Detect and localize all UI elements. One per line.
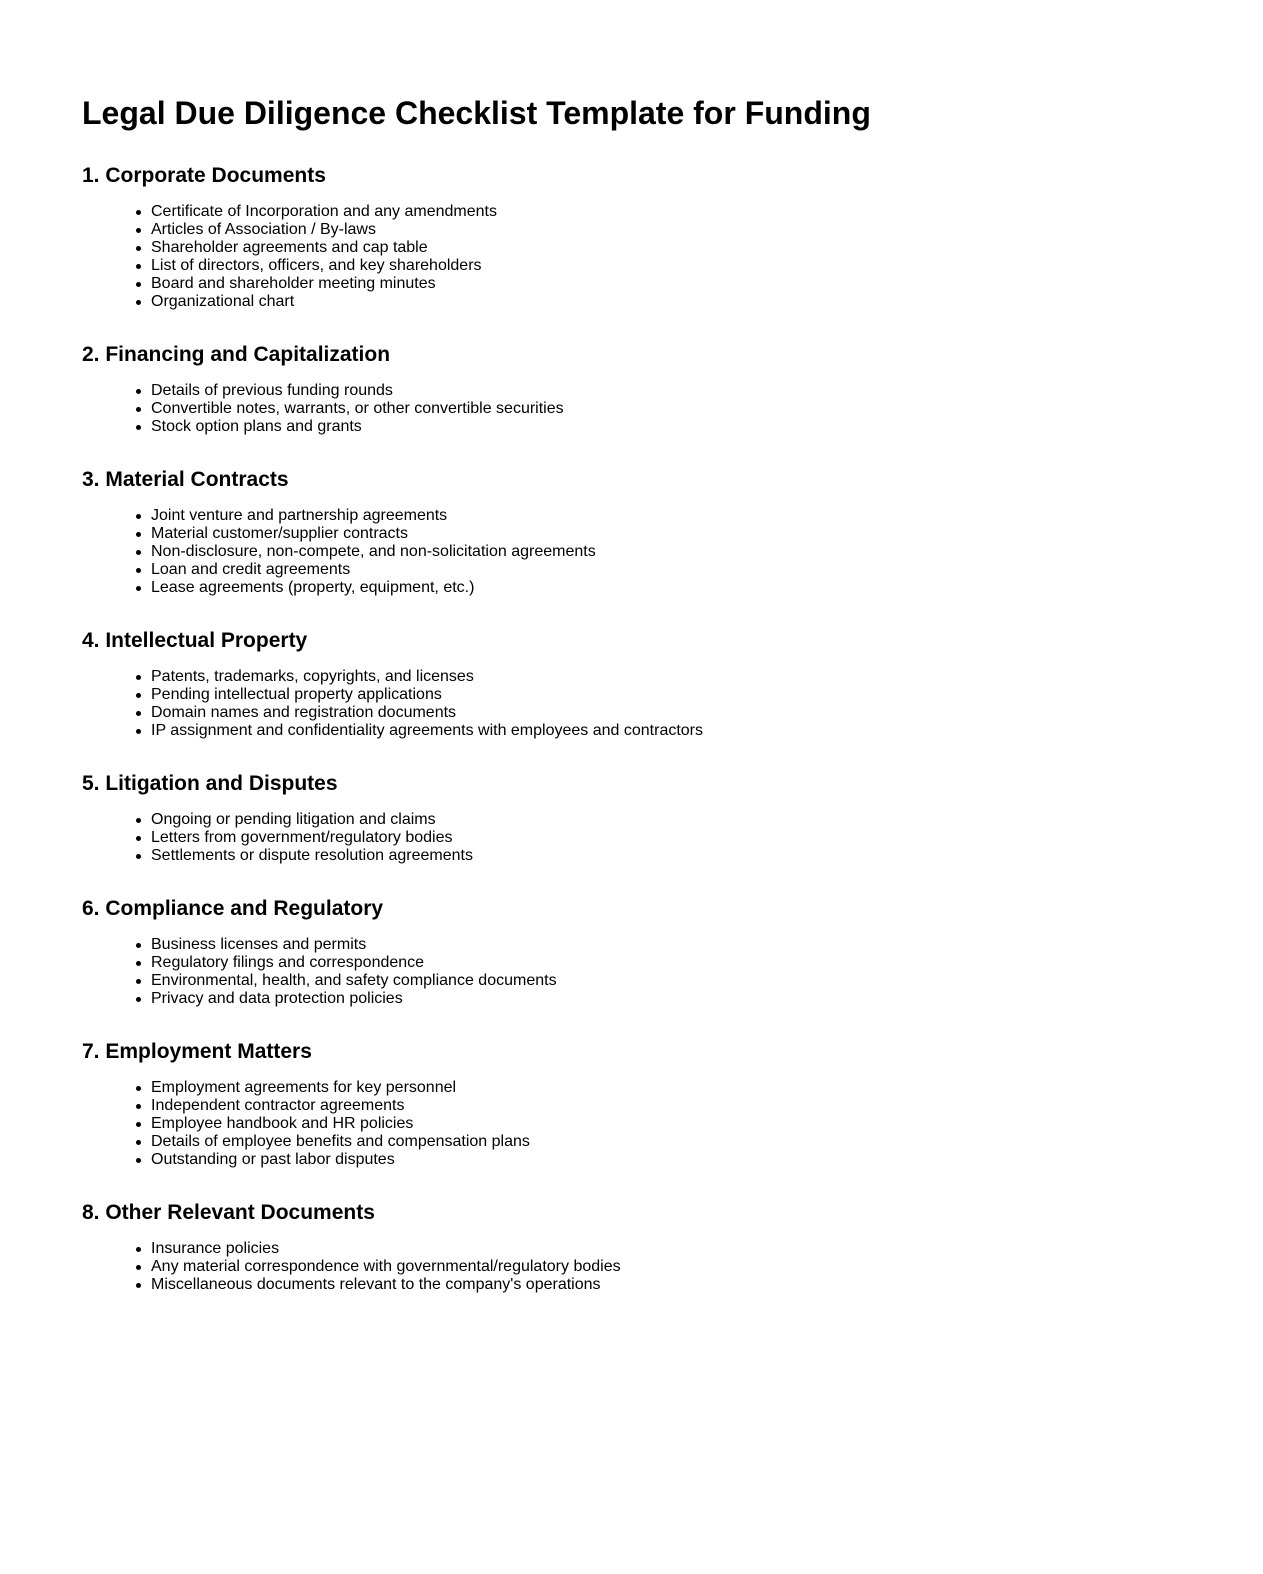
bullet-icon xyxy=(136,282,141,287)
list-item xyxy=(151,1258,1263,1276)
section-heading: 3. Material Contracts xyxy=(82,468,289,491)
list-item xyxy=(151,382,1263,400)
list-item-text: Loan and credit agreements xyxy=(151,561,351,578)
checklist-list xyxy=(82,203,1263,311)
list-item xyxy=(151,400,1263,418)
bullet-icon xyxy=(136,693,141,698)
list-item-text: Pending intellectual property applications xyxy=(151,686,442,703)
list-item-text: Privacy and data protection policies xyxy=(151,990,403,1007)
list-item-text: Articles of Association / By-laws xyxy=(151,221,376,238)
list-item xyxy=(151,722,1263,740)
section-heading: 4. Intellectual Property xyxy=(82,629,308,652)
section-heading: 5. Litigation and Disputes xyxy=(82,772,338,795)
list-item-text: Shareholder agreements and cap table xyxy=(151,239,428,256)
page-title: Legal Due Diligence Checklist Template for Funding xyxy=(82,95,871,131)
checklist-list xyxy=(82,668,1263,740)
list-item xyxy=(151,847,1263,865)
list-item-text: Insurance policies xyxy=(151,1240,280,1257)
checklist-section xyxy=(82,163,1263,311)
list-item xyxy=(151,829,1263,847)
list-item xyxy=(151,561,1263,579)
checklist-section xyxy=(82,467,1263,597)
list-item xyxy=(151,203,1263,221)
section-heading: 2. Financing and Capitalization xyxy=(82,343,391,366)
bullet-icon xyxy=(136,532,141,537)
checklist-section xyxy=(82,771,1263,865)
list-item-text: Board and shareholder meeting minutes xyxy=(151,275,436,292)
list-item xyxy=(151,579,1263,597)
list-item xyxy=(151,1151,1263,1169)
bullet-icon xyxy=(136,979,141,984)
bullet-icon xyxy=(136,586,141,591)
bullet-icon xyxy=(136,675,141,680)
list-item xyxy=(151,275,1263,293)
list-item xyxy=(151,1133,1263,1151)
list-item xyxy=(151,686,1263,704)
list-item-text: Business licenses and permits xyxy=(151,936,367,953)
list-item xyxy=(151,1240,1263,1258)
list-item xyxy=(151,811,1263,829)
bullet-icon xyxy=(136,264,141,269)
list-item xyxy=(151,990,1263,1008)
list-item xyxy=(151,1097,1263,1115)
checklist-list xyxy=(82,1240,1263,1294)
bullet-icon xyxy=(136,425,141,430)
bullet-icon xyxy=(136,1265,141,1270)
section-heading: 7. Employment Matters xyxy=(82,1040,312,1063)
list-item-text: Employee handbook and HR policies xyxy=(151,1115,414,1132)
list-item-text: Letters from government/regulatory bodies xyxy=(151,829,453,846)
bullet-icon xyxy=(136,997,141,1002)
list-item-text: Details of employee benefits and compensation plans xyxy=(151,1133,530,1150)
list-item-text: Employment agreements for key personnel xyxy=(151,1079,457,1096)
list-item xyxy=(151,972,1263,990)
section-heading: 8. Other Relevant Documents xyxy=(82,1201,375,1224)
list-item-text: Joint venture and partnership agreements xyxy=(151,507,448,524)
bullet-icon xyxy=(136,550,141,555)
list-item xyxy=(151,507,1263,525)
list-item-text: Material customer/supplier contracts xyxy=(151,525,408,542)
bullet-icon xyxy=(136,389,141,394)
bullet-icon xyxy=(136,514,141,519)
bullet-icon xyxy=(136,300,141,305)
section-heading: 1. Corporate Documents xyxy=(82,164,326,187)
list-item xyxy=(151,1276,1263,1294)
checklist-sections xyxy=(82,163,1263,1294)
checklist-list xyxy=(82,507,1263,597)
section-heading: 6. Compliance and Regulatory xyxy=(82,897,384,920)
list-item xyxy=(151,668,1263,686)
bullet-icon xyxy=(136,246,141,251)
list-item-text: Settlements or dispute resolution agreements xyxy=(151,847,473,864)
list-item xyxy=(151,954,1263,972)
bullet-icon xyxy=(136,210,141,215)
checklist-list xyxy=(82,1079,1263,1169)
list-item xyxy=(151,239,1263,257)
list-item-text: IP assignment and confidentiality agreements with employees and contractors xyxy=(151,722,704,739)
checklist-list xyxy=(82,936,1263,1008)
bullet-icon xyxy=(136,1158,141,1163)
bullet-icon xyxy=(136,943,141,948)
list-item-text: Stock option plans and grants xyxy=(151,418,362,435)
list-item-text: Domain names and registration documents xyxy=(151,704,457,721)
checklist-section xyxy=(82,896,1263,1008)
bullet-icon xyxy=(136,1086,141,1091)
bullet-icon xyxy=(136,818,141,823)
list-item-text: Ongoing or pending litigation and claims xyxy=(151,811,436,828)
bullet-icon xyxy=(136,961,141,966)
list-item xyxy=(151,293,1263,311)
bullet-icon xyxy=(136,854,141,859)
bullet-icon xyxy=(136,836,141,841)
list-item-text: Certificate of Incorporation and any amendments xyxy=(151,203,497,220)
list-item-text: Regulatory filings and correspondence xyxy=(151,954,425,971)
list-item-text: Details of previous funding rounds xyxy=(151,382,393,399)
checklist-section xyxy=(82,1200,1263,1294)
list-item-text: Miscellaneous documents relevant to the company's operations xyxy=(151,1276,601,1293)
bullet-icon xyxy=(136,729,141,734)
bullet-icon xyxy=(136,1104,141,1109)
list-item-text: Outstanding or past labor disputes xyxy=(151,1151,395,1168)
bullet-icon xyxy=(136,1140,141,1145)
list-item xyxy=(151,525,1263,543)
bullet-icon xyxy=(136,1122,141,1127)
bullet-icon xyxy=(136,1247,141,1252)
list-item-text: Independent contractor agreements xyxy=(151,1097,405,1114)
list-item-text: Organizational chart xyxy=(151,293,295,310)
checklist-section xyxy=(82,342,1263,436)
list-item xyxy=(151,936,1263,954)
list-item-text: Patents, trademarks, copyrights, and licenses xyxy=(151,668,474,685)
list-item-text: Convertible notes, warrants, or other convertible securities xyxy=(151,400,564,417)
list-item-text: Environmental, health, and safety compliance documents xyxy=(151,972,557,989)
list-item xyxy=(151,1115,1263,1133)
bullet-icon xyxy=(136,711,141,716)
list-item-text: Any material correspondence with governmental/regulatory bodies xyxy=(151,1258,621,1275)
list-item xyxy=(151,257,1263,275)
list-item-text: Lease agreements (property, equipment, etc.) xyxy=(151,579,475,596)
list-item-text: Non-disclosure, non-compete, and non-solicitation agreements xyxy=(151,543,596,560)
list-item xyxy=(151,543,1263,561)
bullet-icon xyxy=(136,228,141,233)
checklist-section xyxy=(82,628,1263,740)
checklist-list xyxy=(82,811,1263,865)
bullet-icon xyxy=(136,568,141,573)
list-item xyxy=(151,704,1263,722)
checklist-list xyxy=(82,382,1263,436)
bullet-icon xyxy=(136,407,141,412)
list-item xyxy=(151,418,1263,436)
list-item xyxy=(151,1079,1263,1097)
list-item xyxy=(151,221,1263,239)
bullet-icon xyxy=(136,1283,141,1288)
list-item-text: List of directors, officers, and key shareholders xyxy=(151,257,482,274)
checklist-section xyxy=(82,1039,1263,1169)
